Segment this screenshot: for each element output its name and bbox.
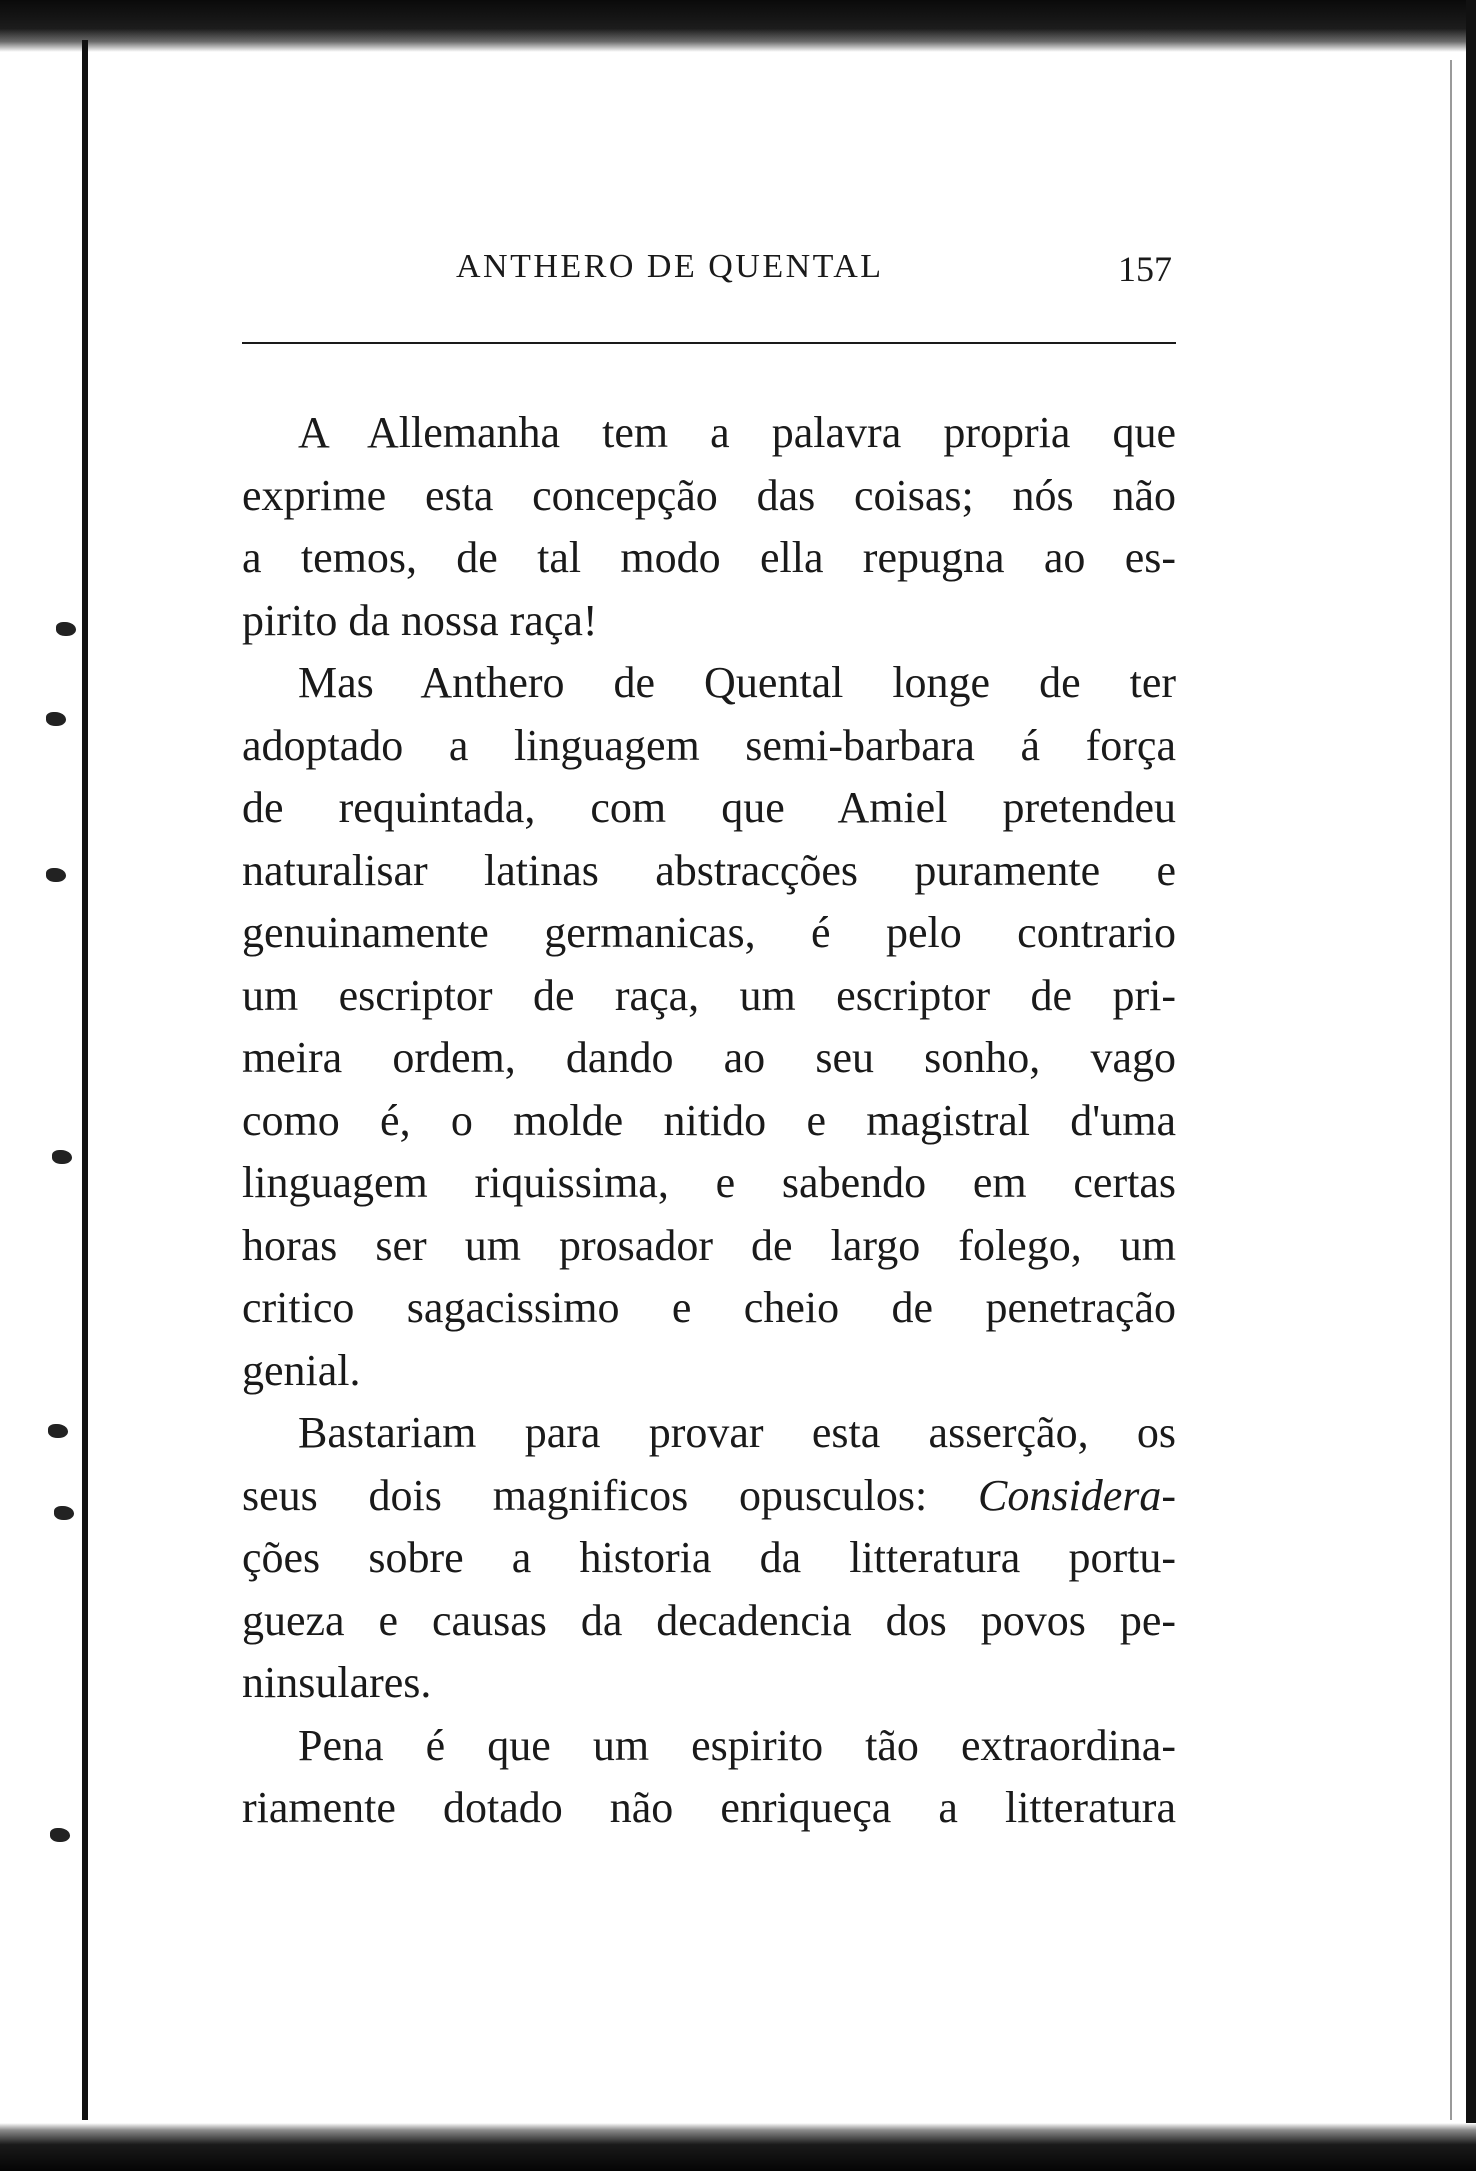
scan-right-edge [1466, 0, 1476, 2171]
text-line: meira ordem, dando ao seu sonho, vago [242, 1033, 1176, 1082]
running-title: ANTHERO DE QUENTAL [456, 248, 884, 285]
text-line: de requintada, com que Amiel pretendeu [242, 783, 1176, 832]
binding-mark [56, 622, 76, 636]
scan-right-margin-line [1450, 60, 1452, 2120]
text-line: exprime esta concepção das coisas; nós não [242, 470, 1176, 520]
running-head [242, 248, 1176, 296]
text-line: um escriptor de raça, um escriptor de pri- [242, 970, 1176, 1020]
text-line: linguagem riquissima, e sabendo em certas [242, 1158, 1176, 1207]
text-line [242, 1465, 1176, 1528]
binding-edge-line [82, 40, 88, 2120]
text-line-italic: gueza e causas da decadencia dos povos pe- [242, 1595, 1176, 1645]
header-rule [242, 342, 1176, 344]
scan-top-edge [0, 0, 1476, 52]
text-line: Mas Anthero de Quental longe de ter [298, 658, 1176, 707]
text-line: Pena é que um espirito tão extraordina- [298, 1720, 1176, 1770]
text-line: A Allemanha tem a palavra propria que [298, 408, 1176, 457]
text-line-italic: ninsulares. [242, 1658, 432, 1707]
binding-mark [52, 1150, 72, 1164]
italic-title-segment: Considera- [978, 1470, 1176, 1520]
body-text [242, 402, 1176, 1840]
binding-mark [48, 1424, 68, 1438]
binding-mark [54, 1506, 74, 1520]
text-line: riamente dotado não enriqueça a litteratura [242, 1783, 1176, 1832]
text-line: horas ser um prosador de largo folego, um [242, 1220, 1176, 1270]
text-line: adoptado a linguagem semi-barbara á força [242, 720, 1176, 770]
text-line: genial. [242, 1345, 361, 1395]
text-line: a temos, de tal modo ella repugna ao es- [242, 533, 1176, 582]
binding-mark [46, 712, 66, 726]
text-line: critico sagacissimo e cheio de penetração [242, 1283, 1176, 1332]
scan-bottom-edge [0, 2123, 1476, 2171]
binding-mark [50, 1828, 70, 1842]
text-segment: seus dois magnificos opusculos: [242, 1470, 978, 1520]
text-line: como é, o molde nitido e magistral d'uma [242, 1095, 1176, 1145]
text-line: naturalisar latinas abstracções puramente e [242, 845, 1176, 895]
text-line: pirito da nossa raça! [242, 595, 598, 645]
binding-mark [46, 868, 66, 882]
page-number: 157 [1118, 249, 1172, 289]
text-line-italic: ções sobre a historia da litteratura portu- [242, 1533, 1176, 1582]
text-line: genuinamente germanicas, é pelo contrario [242, 908, 1176, 957]
text-line: Bastariam para provar esta asserção, os [298, 1408, 1176, 1457]
